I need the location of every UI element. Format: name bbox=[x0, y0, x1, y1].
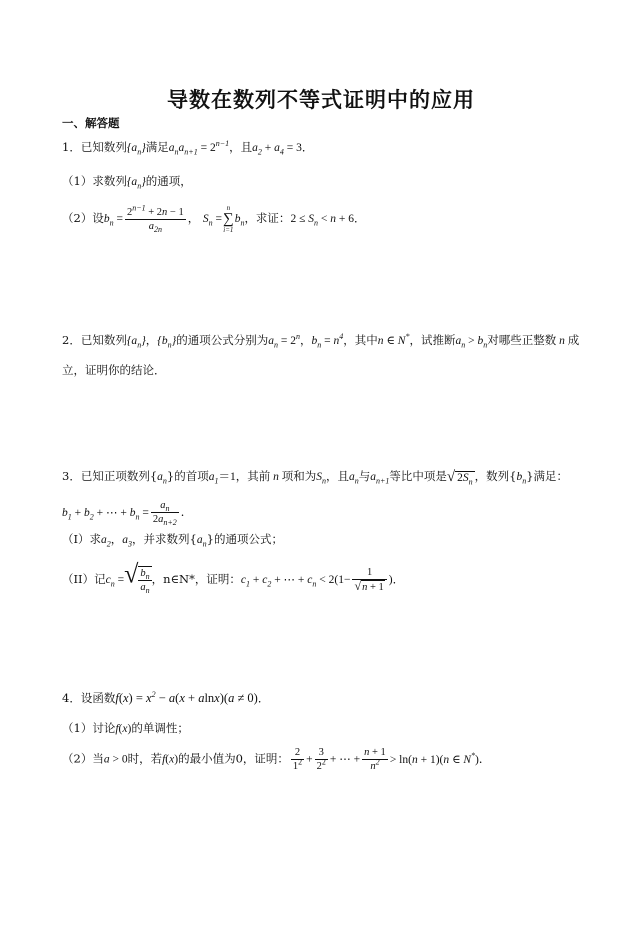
math-expr: $a_n$ bbox=[157, 471, 167, 486]
math-expr: f(x) bbox=[115, 723, 132, 735]
question-3-line-1 bbox=[62, 468, 568, 486]
math-expr: $b_n$ bbox=[234, 213, 245, 228]
math-expr: $a_n$ bbox=[196, 534, 207, 549]
question-3-line-3 bbox=[62, 531, 283, 548]
math-expr: $\{a_n\}$ bbox=[126, 335, 146, 350]
math-expr: $b_n$ bbox=[516, 471, 527, 486]
q1-text: ， bbox=[187, 211, 200, 225]
math-fraction: $\frac{1}{√n + 1}$ bbox=[352, 566, 386, 594]
math-fraction: $\frac{2}{1^2}$ bbox=[292, 747, 303, 772]
section-heading: 一、解答题 bbox=[62, 116, 120, 130]
q2-text: 成 bbox=[567, 333, 580, 347]
q2-text: 的通项公式分别为 bbox=[176, 333, 269, 347]
q3-text: ，且 bbox=[325, 469, 349, 483]
math-expr: $S_n$ = bbox=[202, 213, 222, 228]
q4-text: 的最小值为0，证明： bbox=[178, 751, 289, 766]
q4-text: 的单调性； bbox=[131, 721, 189, 735]
math-sqrt: √ $2S_n$ bbox=[446, 468, 473, 486]
math-expr: $\{a_n\}$ bbox=[126, 176, 146, 191]
q3-text: ，n∈N*，证明： bbox=[151, 572, 241, 586]
math-expr: $a_na_{n+1} = 2^{n-1}$ bbox=[168, 139, 230, 157]
math-expr: $b_n = n^4$ bbox=[311, 332, 344, 350]
math-expr: f(x) bbox=[162, 753, 179, 766]
q2-text: ，试推断 bbox=[409, 333, 456, 347]
math-expr: $a_{n+1}$ bbox=[370, 471, 390, 486]
q4-text: （2）当 bbox=[62, 751, 104, 766]
math-expr: $b_1 + b_2$ + ⋯ + $b_n$ = bbox=[62, 506, 149, 521]
question-1-line-1: 1．已知数列$\{a_n\}$满足$a_na_{n+1} = 2^{n-1}$，且$a_2 + a_4 = 3$． bbox=[62, 139, 314, 157]
math-expr: $c_n$ = bbox=[105, 574, 125, 589]
question-4-line-3: （2）当a > 0时，若f(x)的最小值为0，证明： $\frac{2}{1^2}$ + $\frac{3}{2^2}$ + ⋯ + $\frac{n + 1}{n^2}$ > ln(n + 1)(n ∈ N*)． bbox=[62, 747, 491, 772]
q3-text: ，数列{ bbox=[474, 469, 517, 483]
q3-text: 与 bbox=[358, 469, 371, 483]
q3-text: 项和为 bbox=[281, 469, 317, 483]
math-expr: ) bbox=[388, 574, 393, 586]
q3-text: ， bbox=[110, 532, 123, 546]
page-title: 导数在数列不等式证明中的应用 bbox=[167, 88, 475, 112]
question-4-line-1: 4．设函数$f(x) = x^2 - a(x + alnx)(a \ne 0)$． bbox=[62, 689, 270, 705]
math-expr: $f(x) = x^2 - a(x + alnx)(a \ne 0)$ bbox=[115, 689, 258, 705]
q1-text: ，求证： bbox=[244, 211, 291, 225]
math-expr: $a_1=1$ bbox=[208, 471, 236, 486]
q2-text: ， bbox=[145, 333, 158, 347]
q2-text: 2．已知数列 bbox=[62, 333, 127, 347]
math-expr: $a_n = 2^n$ bbox=[268, 332, 301, 350]
q1-text: ，且 bbox=[229, 140, 253, 154]
math-expr: > ln(n + 1)(n ∈ N*) bbox=[389, 750, 479, 766]
q4-text: 时，若 bbox=[127, 751, 163, 766]
question-3-line-4: （II）记$c_n$ =√ $\frac{b_n}{a_n}$ ，n∈N*，证明：$c_1 + c_2$ + ⋯ + $c_n < 2(1-$ $\frac{1}{√n + 1}$ )． bbox=[62, 559, 405, 596]
q1-text: （2）设 bbox=[62, 211, 104, 225]
q1-text: 1．已知数列 bbox=[62, 140, 127, 154]
math-fraction: $\frac{a_n}{2a_{n+2}}$ bbox=[152, 500, 177, 528]
math-expr: n ∈ N* bbox=[377, 332, 410, 347]
math-expr: a > 0 bbox=[103, 753, 128, 766]
math-expr: $a_2 + a_4 = 3$ bbox=[252, 142, 302, 157]
q3-text: （II）记 bbox=[62, 572, 106, 586]
q3-text: 等比中项是 bbox=[389, 469, 447, 483]
math-expr: $S_n$ bbox=[316, 471, 326, 486]
q1-text: 满足 bbox=[145, 140, 169, 154]
q3-text: }的首项 bbox=[166, 469, 209, 483]
q3-text: （I）求 bbox=[62, 532, 102, 546]
math-expr: $\{b_n\}$ bbox=[157, 335, 177, 350]
math-expr: + ⋯ + bbox=[329, 753, 361, 766]
q4-text: 4．设函数 bbox=[62, 691, 116, 705]
question-4-line-2 bbox=[62, 720, 189, 737]
math-expr: $c_1 + c_2$ + ⋯ + $c_n < 2(1-$ bbox=[240, 574, 351, 589]
math-sum: n ∑ i=1 bbox=[222, 204, 234, 234]
q3-text: ，其前 bbox=[235, 469, 271, 483]
q1-text: 的通项， bbox=[145, 174, 192, 188]
math-fraction: $\frac{n + 1}{n^2}$ bbox=[364, 747, 386, 772]
question-1-line-3: （2）设$b_n$ = $\frac{2^{n-1} + 2n - 1}{a_{2n}}$ ， $S_n =n$ ∑ $i=1b_n$，求证：$2 \le S_n < n + 6$． bbox=[62, 203, 366, 234]
math-expr: n bbox=[270, 471, 282, 483]
question-3-line-2: $b_1 + b_2$ + ⋯ + $b_n$ = $\frac{a_n}{2a_{n+2}}$ ． bbox=[62, 500, 193, 528]
math-expr: $a_n > b_n$ bbox=[455, 335, 488, 350]
question-2-line-2: 立，证明你的结论． bbox=[62, 363, 166, 377]
math-expr: $2 \le S_n < n + 6$ bbox=[290, 213, 354, 228]
q2-text: ， bbox=[300, 333, 312, 347]
math-fraction: $\frac{3}{2^2}$ bbox=[316, 747, 326, 772]
math-expr: + bbox=[306, 753, 313, 766]
math-expr: n bbox=[556, 335, 568, 347]
q2-text: 对哪些正整数 bbox=[487, 333, 557, 347]
q3-text: 3．已知正项数列{ bbox=[62, 469, 158, 483]
math-expr: $\{a_n\}$ bbox=[126, 142, 146, 157]
q3-text: }的通项公式； bbox=[206, 532, 283, 546]
math-fraction: $\frac{2^{n-1} + 2n - 1}{a_{2n}}$ bbox=[126, 203, 184, 234]
math-expr: $a_2$ bbox=[101, 534, 111, 549]
q3-text: }满足： bbox=[526, 469, 569, 483]
math-sqrt: √ $\frac{b_n}{a_n}$ bbox=[124, 559, 150, 596]
q3-text: ，并求数列{ bbox=[132, 532, 197, 546]
math-expr: $a_3$ bbox=[122, 534, 133, 549]
q1-text: （1）求数列 bbox=[62, 174, 127, 188]
question-2-line-1 bbox=[62, 332, 579, 349]
question-1-line-2 bbox=[62, 173, 192, 190]
q2-text: ，其中 bbox=[343, 333, 378, 347]
q4-text: （1）讨论 bbox=[62, 721, 116, 735]
math-expr: $a_n$ bbox=[348, 471, 359, 486]
math-expr: $b_n$ = bbox=[103, 213, 123, 228]
